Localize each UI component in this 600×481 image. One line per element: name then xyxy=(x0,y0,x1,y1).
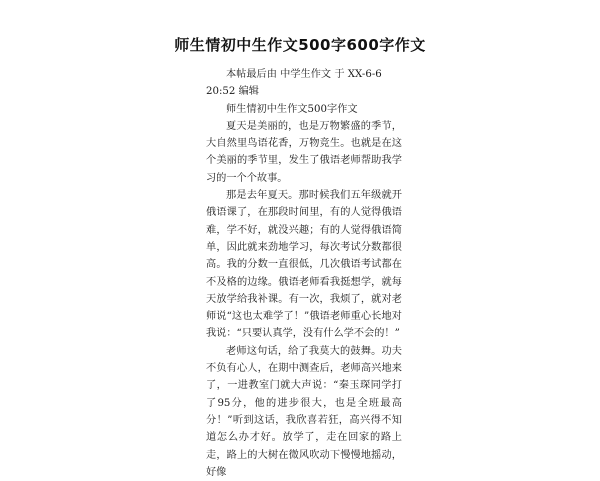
document-body xyxy=(206,66,402,481)
post-meta: 本帖最后由 中学生作文 于 XX-6-6 20:52 编辑 xyxy=(206,69,382,98)
document-title: 师生情初中生作文500字600字作文 xyxy=(174,36,426,54)
paragraph-2: 那是去年夏天。那时候我们五年级就开俄语课了，在那段时间里，有的人觉得俄语难，学不好，就没兴趣；有的人觉得俄语简单，因此就来劲地学习，每次考试分数都很高。我的分数一直很低，几次俄语考试都在不及格的边缘。俄语老师看我挺想学，就每天放学给我补课。有一次，我烦了，就对老师说“这也太难学了！”俄语老师重心长地对我说：“只要认真学，没有什么学不会的！” xyxy=(206,190,402,340)
paragraph-3: 老师这句话，给了我莫大的鼓舞。功夫不负有心人，在期中测查后，老师高兴地来了，一进教室门就大声说：“秦玉琛同学打了95分，他的进步很大，也是全班最高分！”听到这话，我欣喜若狂，高兴得不知道怎么办才好。放学了，走在回家的路上走，路上的大树在微风吹动下慢慢地摇动，好像 xyxy=(206,345,402,478)
paragraph-1: 夏天是美丽的，也是万物繁盛的季节，大自然里鸟语花香，万物竞生。也就是在这个美丽的季节里，发生了俄语老师帮助我学习的一个个故事。 xyxy=(206,120,402,184)
article-subtitle: 师生情初中生作文500字作文 xyxy=(226,103,358,115)
